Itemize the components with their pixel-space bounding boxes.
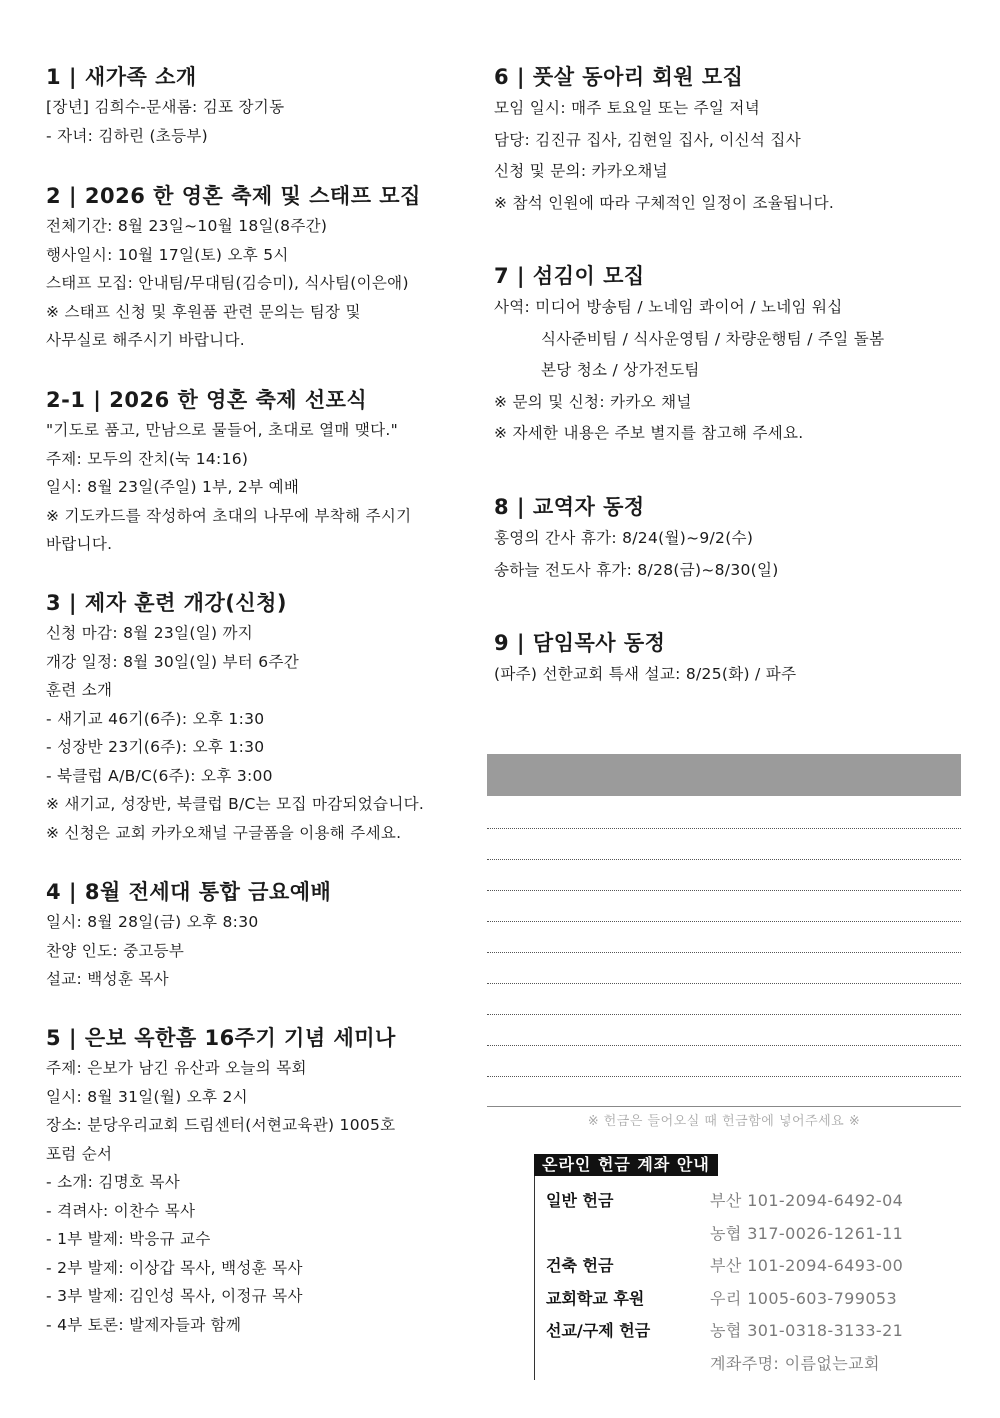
section-title: 6 | 풋살 동아리 회원 모집 [494, 65, 744, 89]
text-line: ※ 기도카드를 작성하여 초대의 나무에 부착해 주시기 [46, 506, 412, 525]
account-label: 일반 헌금 [546, 1191, 614, 1210]
text-line: 일시: 8월 23일(주일) 1부, 2부 예배 [46, 478, 300, 496]
text-line: 행사일시: 10월 17일(토) 오후 5시 [46, 245, 289, 264]
text-line: - 3부 발제: 김인성 목사, 이정규 목사 [46, 1287, 303, 1305]
section-title: 5 | 은보 옥한흠 16주기 기념 세미나 [46, 1026, 396, 1050]
text-line: - 격려사: 이찬수 목사 [46, 1201, 196, 1220]
account-number: 부산 101-2094-6492-04 [710, 1191, 904, 1210]
text-line: 모임 일시: 매주 토요일 또는 주일 저녁 [494, 99, 760, 117]
account-info-title: 온라인 헌금 계좌 안내 [534, 1154, 718, 1176]
account-label: 선교/구제 헌금 [546, 1321, 651, 1340]
text-line: - 소개: 김명호 목사 [46, 1173, 181, 1191]
section-title: 4 | 8월 전세대 통합 금요예배 [46, 880, 332, 904]
account-label: 건축 헌금 [546, 1256, 614, 1275]
memo-line [487, 1014, 961, 1015]
text-line: - 자녀: 김하린 (초등부) [46, 126, 208, 145]
memo-header-bar [487, 754, 961, 796]
text-line: ※ 새기교, 성장반, 북클럽 B/C는 모집 마감되었습니다. [46, 795, 425, 813]
text-line: "기도로 품고, 만남으로 물들어, 초대로 열매 맺다." [46, 421, 399, 439]
section-festival-staff [46, 180, 486, 355]
memo-line [487, 952, 961, 953]
text-line: 신청 및 문의: 카카오채널 [494, 162, 668, 180]
account-number: 농협 301-0318-3133-21 [710, 1321, 904, 1340]
section-festival-declaration [46, 384, 486, 559]
text-line: - 1부 발제: 박응규 교수 [46, 1230, 211, 1248]
text-line: 홍영의 간사 휴가: 8/24(월)~9/2(수) [494, 529, 754, 547]
memo-line [487, 828, 961, 829]
text-line: 일시: 8월 31일(월) 오후 2시 [46, 1087, 248, 1106]
text-line: 사무실로 해주시기 바랍니다. [46, 331, 245, 349]
text-line: 포럼 순서 [46, 1144, 113, 1163]
section-title: 7 | 섬김이 모집 [494, 264, 645, 288]
text-line: 바랍니다. [46, 535, 113, 553]
text-line: 개강 일정: 8월 30일(일) 부터 6주간 [46, 652, 300, 671]
text-line: 담당: 김진규 집사, 김현일 집사, 이신석 집사 [494, 130, 801, 149]
text-line: (파주) 선한교회 특새 설교: 8/25(화) / 파주 [494, 665, 797, 683]
section-new-family [46, 61, 486, 150]
text-line: 주제: 모두의 잔치(눅 14:16) [46, 449, 249, 468]
section-friday-worship [46, 876, 486, 994]
text-line: 스태프 모집: 안내팀/무대팀(김승미), 식사팀(이은애) [46, 274, 409, 292]
account-number: 우리 1005-603-799053 [710, 1289, 898, 1308]
text-line: 사역: 미디어 방송팀 / 노네임 콰이어 / 노네임 워십 [494, 298, 843, 316]
text-line: - 새기교 46기(6주): 오후 1:30 [46, 709, 265, 728]
section-title: 8 | 교역자 동정 [494, 495, 645, 519]
text-line: 전체기간: 8월 23일~10월 18일(8주간) [46, 217, 328, 235]
text-line: ※ 문의 및 신청: 카카오 채널 [494, 392, 692, 411]
text-line: 장소: 분당우리교회 드림센터(서현교육관) 1005호 [46, 1116, 396, 1134]
text-line: 훈련 소개 [46, 681, 113, 699]
account-row-school [546, 1284, 897, 1314]
text-line: ※ 신청은 교회 카카오채널 구글폼을 이용해 주세요. [46, 823, 402, 842]
section-pastor-news [494, 627, 964, 691]
text-line: - 성장반 23기(6주): 오후 1:30 [46, 738, 265, 756]
section-title: 9 | 담임목사 동정 [494, 631, 666, 655]
memo-line [487, 890, 961, 891]
account-number: 농협 317-0026-1261-11 [710, 1224, 904, 1243]
offering-note: ※ 헌금은 들어오실 때 헌금함에 넣어주세요 ※ [587, 1114, 861, 1129]
text-line: 식사준비팀 / 식사운영팀 / 차량운행팀 / 주일 돌봄 [541, 329, 885, 348]
section-title: 3 | 제자 훈련 개강(신청) [46, 591, 288, 615]
text-line: 신청 마감: 8월 23일(일) 까지 [46, 624, 254, 642]
account-number: 부산 101-2094-6493-00 [710, 1256, 904, 1275]
text-line: 주제: 은보가 남긴 유산과 오늘의 목회 [46, 1059, 307, 1077]
memo-line [487, 983, 961, 984]
text-line: 설교: 백성훈 목사 [46, 970, 169, 988]
section-futsal [494, 61, 964, 219]
account-row-mission [546, 1316, 903, 1346]
text-line: - 북클럽 A/B/C(6주): 오후 3:00 [46, 766, 273, 785]
text-line: - 4부 토론: 발제자들과 함께 [46, 1315, 242, 1334]
section-staff-news [494, 491, 964, 586]
memo-line [487, 1076, 961, 1077]
account-row-building [546, 1251, 903, 1281]
memo-line [487, 1045, 961, 1046]
text-line: ※ 스태프 신청 및 후원품 관련 문의는 팀장 및 [46, 302, 361, 321]
divider [487, 1106, 961, 1107]
text-line: - 2부 발제: 이상갑 목사, 백성훈 목사 [46, 1258, 303, 1277]
memo-line [487, 921, 961, 922]
section-title: 1 | 새가족 소개 [46, 65, 197, 89]
text-line: 찬양 인도: 중고등부 [46, 941, 185, 960]
section-title: 2 | 2026 한 영혼 축제 및 스태프 모집 [46, 184, 421, 208]
section-volunteers [494, 260, 964, 450]
section-seminar [46, 1022, 486, 1339]
section-title: 2-1 | 2026 한 영혼 축제 선포식 [46, 388, 368, 412]
section-discipleship [46, 587, 486, 847]
text-line: 송하늘 전도사 휴가: 8/28(금)~8/30(일) [494, 560, 779, 579]
text-line: 본당 청소 / 상가전도팀 [541, 361, 700, 379]
account-row-general [546, 1186, 903, 1216]
text-line: [장년] 김희수-문새롬: 김포 장기동 [46, 98, 285, 116]
text-line: ※ 자세한 내용은 주보 별지를 참고해 주세요. [494, 424, 804, 442]
text-line: 일시: 8월 28일(금) 오후 8:30 [46, 913, 259, 931]
text-line: ※ 참석 인원에 따라 구체적인 일정이 조율됩니다. [494, 193, 835, 212]
memo-line [487, 859, 961, 860]
account-label: 교회학교 후원 [546, 1289, 645, 1308]
account-holder: 계좌주명: 이름없는교회 [710, 1354, 880, 1373]
